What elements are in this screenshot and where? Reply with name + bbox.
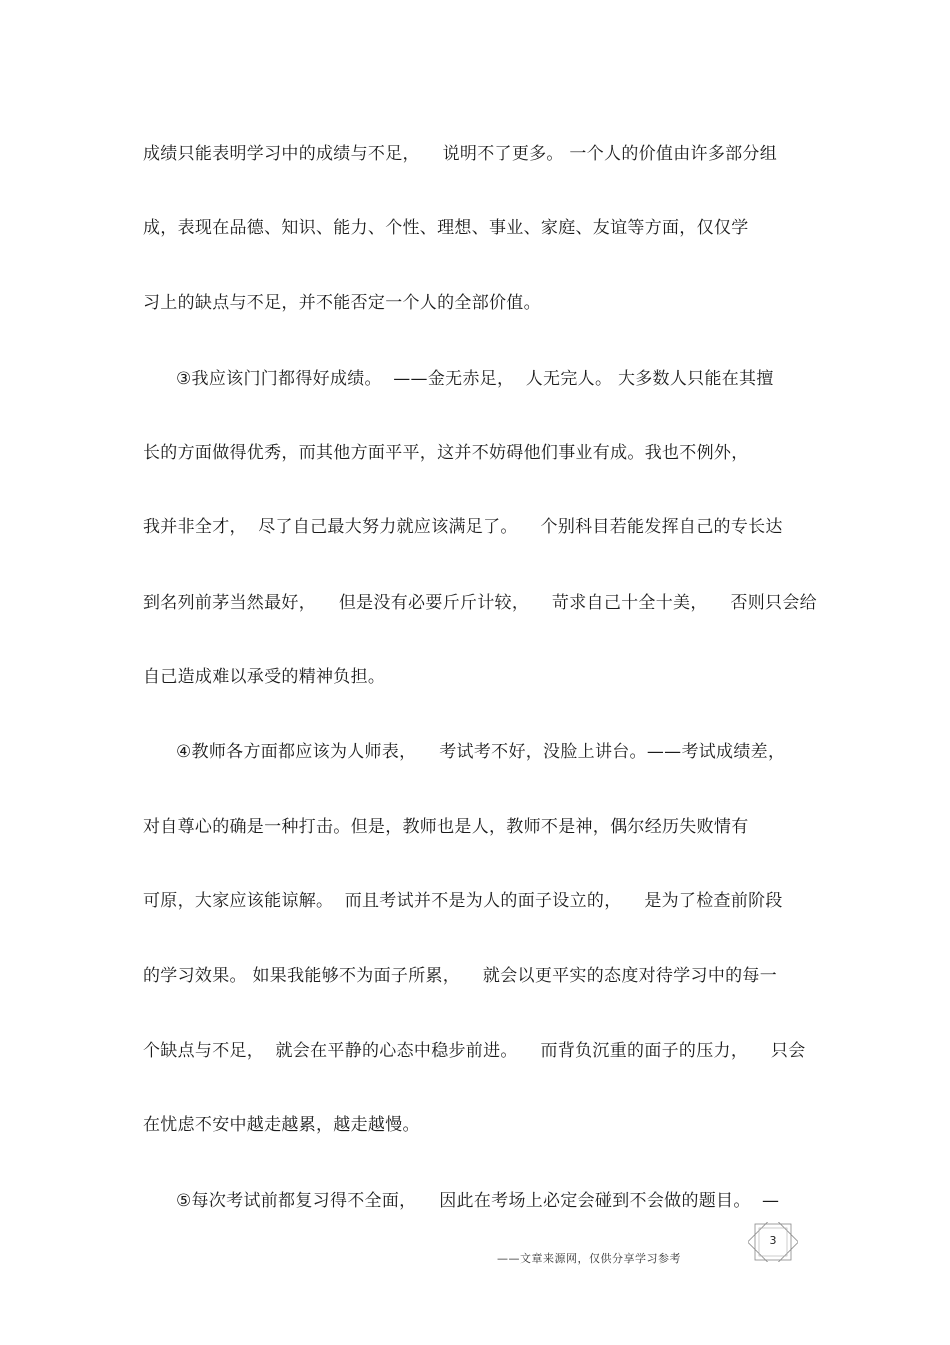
text-line: 习上的缺点与不足，并不能否定一个人的全部价值。 [143, 293, 541, 313]
text-line: 成，表现在品德、知识、能力、个性、理想、事业、家庭、友谊等方面，仅仅学 [143, 218, 749, 238]
text-line: 自己造成难以承受的精神负担。 [143, 667, 386, 687]
page-number: 3 [769, 1234, 777, 1247]
text-line: 个缺点与不足， 就会在平静的心态中稳步前进。 而背负沉重的面子的压力， 只会 [143, 1041, 806, 1061]
text-line: 成绩只能表明学习中的成绩与不足， 说明不了更多。 一个人的价值由许多部分组 [143, 144, 778, 164]
text-line: ③我应该门门都得好成绩。 ——金无赤足， 人无完人。 大多数人只能在其擅 [176, 369, 774, 389]
text-line: 到名列前茅当然最好， 但是没有必要斤斤计较， 苛求自己十全十美， 否则只会给 [143, 593, 817, 613]
text-line: ④教师各方面都应该为人师表， 考试考不好，没脸上讲台。——考试成绩差， [176, 742, 786, 762]
page-number-badge [748, 1222, 798, 1262]
text-line: ⑤每次考试前都复习得不全面， 因此在考场上必定会碰到不会做的题目。 — [176, 1191, 780, 1211]
text-line: 长的方面做得优秀，而其他方面平平，这并不妨碍他们事业有成。我也不例外， [143, 443, 749, 463]
text-line: 对自尊心的确是一种打击。但是，教师也是人，教师不是神，偶尔经历失败情有 [143, 817, 749, 837]
footer-note: ——文章来源网，仅供分享学习参考 [497, 1252, 681, 1265]
text-line: 可原，大家应该能谅解。 而且考试并不是为人的面子设立的， 是为了检查前阶段 [143, 891, 783, 911]
text-line: 在忧虑不安中越走越累，越走越慢。 [143, 1115, 420, 1135]
text-line: 的学习效果。 如果我能够不为面子所累， 就会以更平实的态度对待学习中的每一 [143, 966, 778, 986]
text-line: 我并非全才， 尽了自己最大努力就应该满足了。 个别科目若能发挥自己的专长达 [143, 517, 783, 537]
